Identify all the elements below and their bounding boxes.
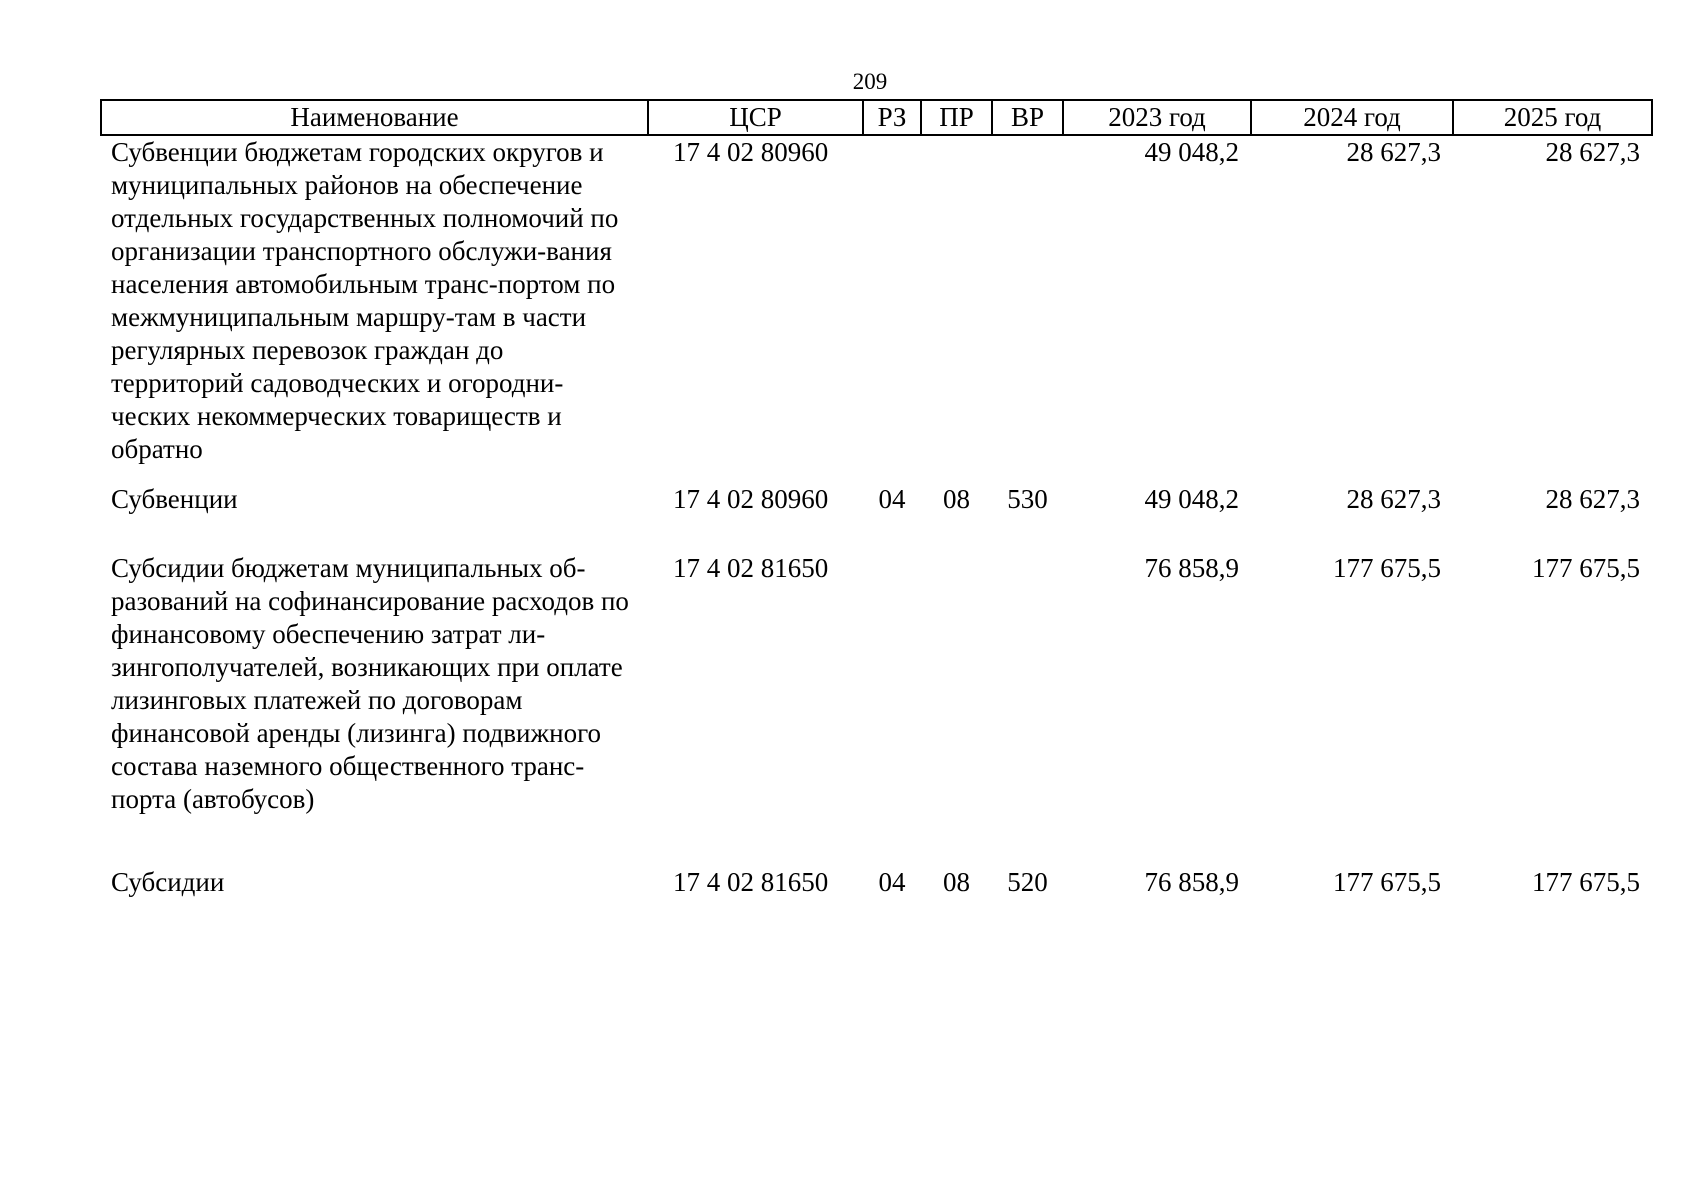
header-year-2024: 2024 год xyxy=(1251,100,1453,135)
row-name: Субвенции бюджетам городских округов и муниципальных районов на обеспечение отдельных государственных полномочий по организации транспортного обслужи-вания населения автомобильным транс-портом по межмуниципальным маршру-там в части регулярных перевозок граждан до территорий садоводческих и огородни-ческих некоммерческих товариществ и обратно xyxy=(111,137,619,464)
row-value-2024: 28 627,3 xyxy=(1346,137,1441,167)
row-csr: 17 4 02 80960 xyxy=(673,137,829,167)
row-name: Субсидии бюджетам муниципальных об-разований на софинансирование расходов по финансовому обеспечению затрат ли-зингополучателей, возникающих при оплате лизинговых платежей по договорам финансовой аренды (лизинга) подвижного состава наземного общественного транс-порта (автобусов) xyxy=(111,553,629,814)
row-pr: 08 xyxy=(943,867,970,897)
table-header xyxy=(101,100,1652,135)
table-body xyxy=(101,135,1652,906)
row-name: Субвенции xyxy=(111,484,238,514)
header-vr: ВР xyxy=(992,100,1063,135)
row-vr xyxy=(992,135,1063,483)
row-pr xyxy=(921,135,992,483)
header-name: Наименование xyxy=(101,100,648,135)
row-csr: 17 4 02 81650 xyxy=(673,553,829,583)
table-row xyxy=(101,135,1652,483)
row-value-2025: 177 675,5 xyxy=(1532,553,1640,583)
row-rz: 04 xyxy=(878,867,906,897)
row-value-2023: 49 048,2 xyxy=(1144,484,1239,514)
row-vr: 530 xyxy=(1007,484,1048,514)
row-value-2024: 177 675,5 xyxy=(1333,867,1441,897)
header-csr: ЦСР xyxy=(648,100,863,135)
table-row xyxy=(101,866,1652,906)
row-value-2025: 28 627,3 xyxy=(1545,484,1640,514)
header-row xyxy=(101,100,1652,135)
row-csr: 17 4 02 81650 xyxy=(673,867,829,897)
header-rz: РЗ xyxy=(863,100,921,135)
row-pr xyxy=(921,552,992,866)
row-rz xyxy=(863,135,921,483)
row-rz xyxy=(863,552,921,866)
row-value-2025: 28 627,3 xyxy=(1545,137,1640,167)
header-pr: ПР xyxy=(921,100,992,135)
row-csr: 17 4 02 80960 xyxy=(673,484,829,514)
row-rz: 04 xyxy=(878,484,906,514)
row-value-2023: 49 048,2 xyxy=(1144,137,1239,167)
header-year-2025: 2025 год xyxy=(1453,100,1652,135)
header-year-2023: 2023 год xyxy=(1063,100,1251,135)
page-number: 209 xyxy=(852,69,888,94)
row-vr xyxy=(992,552,1063,866)
row-vr: 520 xyxy=(1007,867,1048,897)
row-value-2025: 177 675,5 xyxy=(1532,867,1640,897)
row-value-2024: 177 675,5 xyxy=(1333,553,1441,583)
table-row xyxy=(101,483,1652,552)
row-name: Субсидии xyxy=(111,867,225,897)
row-value-2023: 76 858,9 xyxy=(1144,867,1239,897)
budget-table xyxy=(100,99,1653,906)
row-pr: 08 xyxy=(943,484,970,514)
table-row xyxy=(101,552,1652,866)
row-value-2024: 28 627,3 xyxy=(1346,484,1441,514)
row-value-2023: 76 858,9 xyxy=(1144,553,1239,583)
